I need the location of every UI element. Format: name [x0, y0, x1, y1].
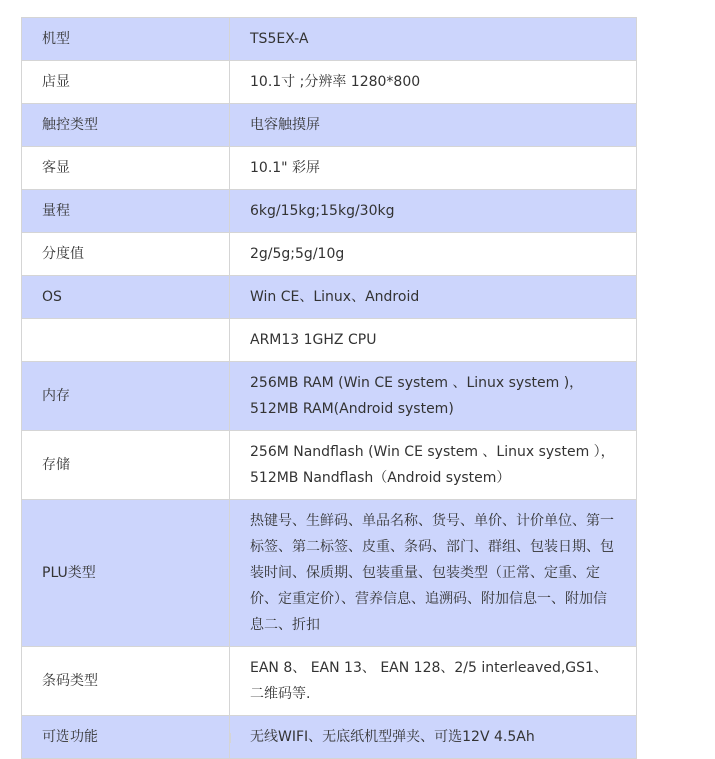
spec-label: 存储: [22, 431, 230, 500]
spec-value: [230, 190, 637, 233]
spec-row: [22, 18, 637, 61]
spec-value-line: ARM13 1GHZ CPU: [250, 332, 377, 348]
spec-row: [22, 362, 637, 431]
spec-value: [230, 276, 637, 319]
spec-value: [230, 104, 637, 147]
spec-label: 客显: [22, 147, 230, 190]
spec-row: [22, 104, 637, 147]
spec-row: [22, 147, 637, 190]
spec-value-line: 2g/5g;5g/10g: [250, 246, 345, 262]
spec-row: [22, 61, 637, 104]
spec-label: 分度值: [22, 233, 230, 276]
spec-value-line: 热键号、生鲜码、单品名称、货号、单价、计价单位、第一标签、第二标签、皮重、条码、部门、群组、包装日期、包装时间、保质期、包装重量、包装类型（正常、定重、定价、定重定价）、营养信息、追溯码、附加信息一、附加信息二、折扣: [250, 513, 614, 633]
spec-row: [22, 190, 637, 233]
spec-value-line: 512MB Nandflash（Android system）: [250, 470, 511, 486]
spec-value: [230, 18, 637, 61]
spec-row: [22, 431, 637, 500]
spec-label: 条码类型: [22, 647, 230, 716]
spec-value-line: 10.1" 彩屏: [250, 160, 321, 176]
spec-value: [230, 319, 637, 362]
spec-row: [22, 500, 637, 647]
spec-value-line: 256M Nandflash (Win CE system 、Linux system ），: [250, 444, 615, 460]
spec-row: [22, 319, 637, 362]
spec-table: [21, 17, 637, 759]
spec-table-body: [22, 18, 637, 759]
spec-label: 可选功能: [22, 716, 230, 759]
spec-value-line: EAN 8、 EAN 13、 EAN 128、2/5 interleaved,GS1、二维码等.: [250, 660, 608, 702]
spec-value-line: Win CE、Linux、Android: [250, 289, 420, 305]
spec-label: 机型: [22, 18, 230, 61]
spec-label: 店显: [22, 61, 230, 104]
spec-value-line: 10.1寸 ;分辨率 1280*800: [250, 74, 421, 90]
spec-value-line: 256MB RAM (Win CE system 、Linux system )，: [250, 375, 584, 391]
spec-value-line: 6kg/15kg;15kg/30kg: [250, 203, 395, 219]
spec-value: [230, 362, 637, 431]
partial-row-column-divider: [230, 733, 231, 743]
spec-label: 触控类型: [22, 104, 230, 147]
spec-value-line: 电容触摸屏: [250, 117, 320, 133]
spec-value-line: 512MB RAM(Android system): [250, 401, 454, 417]
spec-value: [230, 233, 637, 276]
spec-label: PLU类型: [22, 500, 230, 647]
spec-label: OS: [22, 276, 230, 319]
spec-value: [230, 61, 637, 104]
spec-row: [22, 276, 637, 319]
spec-value-line: TS5EX-A: [250, 31, 309, 47]
spec-label: [22, 319, 230, 362]
spec-label: 量程: [22, 190, 230, 233]
spec-value-line: 无线WIFI、无底纸机型弹夹、可选12V 4.5Ah: [250, 729, 535, 745]
spec-value: [230, 647, 637, 716]
spec-table-partial-row: [21, 733, 637, 743]
spec-value: [230, 500, 637, 647]
spec-row: [22, 233, 637, 276]
spec-value: [230, 431, 637, 500]
spec-label: 内存: [22, 362, 230, 431]
spec-value: [230, 147, 637, 190]
spec-row: [22, 647, 637, 716]
partial-row-divider: [68, 733, 69, 743]
